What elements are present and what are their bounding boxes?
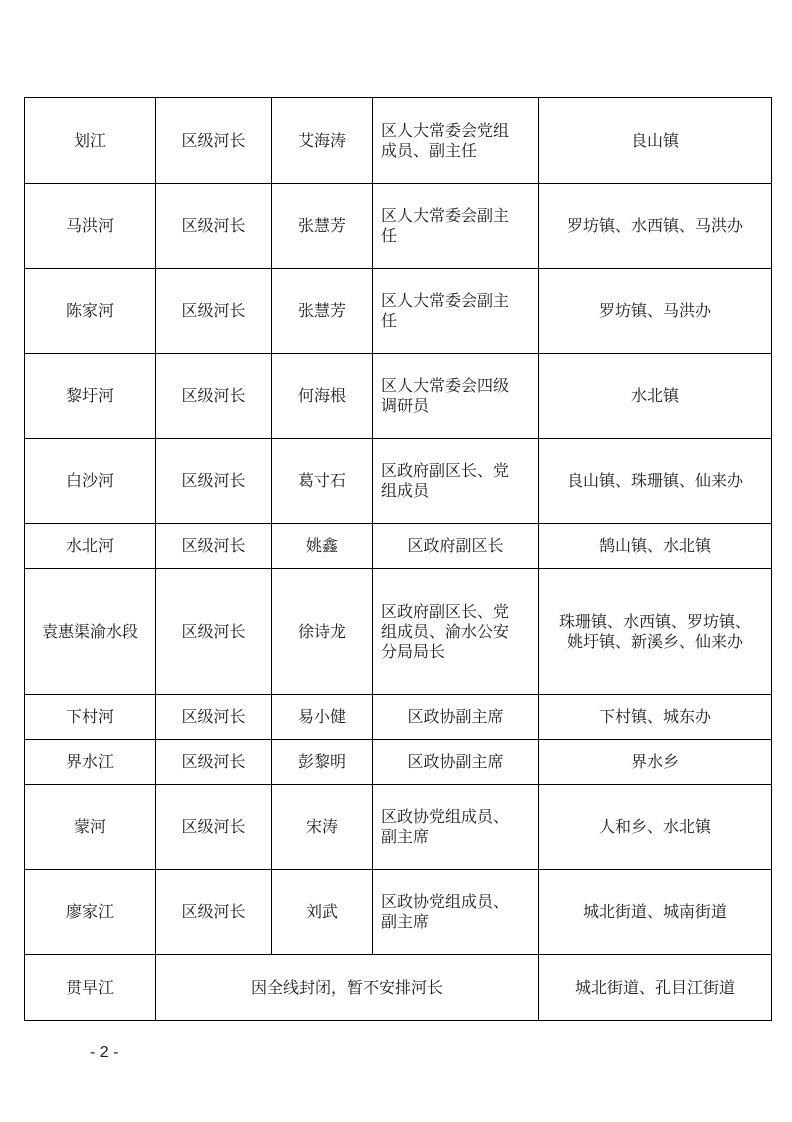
chief-level-cell: 区级河长 (156, 269, 272, 354)
river-name-cell: 白沙河 (25, 439, 156, 524)
responsible-area-cell: 良山镇、珠珊镇、仙来办 (539, 439, 772, 524)
responsible-area-cell: 水北镇 (539, 354, 772, 439)
no-chief-note-cell: 因全线封闭，暂不安排河长 (156, 955, 539, 1021)
position-line: 组成员、渝水公安 (381, 621, 510, 641)
responsible-area-cell: 下村镇、城东办 (539, 695, 772, 740)
chief-name-cell: 姚鑫 (272, 524, 373, 569)
position-line: 区人大常委会党组 (381, 120, 510, 140)
table-row (25, 439, 772, 524)
responsible-area-cell: 人和乡、水北镇 (539, 785, 772, 870)
position-line: 区政协党组成员、 (381, 892, 510, 911)
river-name-cell: 蒙河 (25, 785, 156, 870)
table-row (25, 785, 772, 870)
chief-name-cell: 张慧芳 (272, 269, 373, 354)
position-line: 任 (381, 311, 398, 330)
table-row (25, 354, 772, 439)
river-name-cell: 界水江 (25, 740, 156, 785)
chief-level-cell: 区级河长 (156, 695, 272, 740)
chief-name-cell: 何海根 (272, 354, 373, 439)
table-row (25, 695, 772, 740)
table-row (25, 740, 772, 785)
position-line: 副主席 (381, 827, 430, 846)
chief-position-cell (373, 269, 539, 354)
position-line: 区人大常委会副主 (381, 291, 510, 310)
position-line: 区人大常委会副主 (381, 206, 510, 225)
chief-level-cell: 区级河长 (156, 524, 272, 569)
responsible-area-cell (539, 569, 772, 695)
position-line: 区人大常委会四级 (381, 376, 510, 395)
table-row (25, 524, 772, 569)
chief-name-cell: 艾海涛 (272, 98, 373, 184)
chief-level-cell: 区级河长 (156, 870, 272, 955)
chief-level-cell: 区级河长 (156, 439, 272, 524)
river-name-cell: 马洪河 (25, 184, 156, 269)
position-line: 调研员 (381, 396, 430, 415)
table-row (25, 569, 772, 695)
position-line: 区政协党组成员、 (381, 807, 510, 826)
chief-level-cell: 区级河长 (156, 354, 272, 439)
chief-position-cell: 区政府副区长 (373, 524, 539, 569)
chief-position-cell (373, 569, 539, 695)
table-row (25, 870, 772, 955)
responsible-area-cell: 鹄山镇、水北镇 (539, 524, 772, 569)
chief-name-cell: 张慧芳 (272, 184, 373, 269)
position-line: 分局局长 (381, 641, 446, 661)
area-line: 珠珊镇、水西镇、罗坊镇、 (558, 611, 751, 631)
page-number: - 2 - (90, 1044, 119, 1061)
chief-position-cell: 区政协副主席 (373, 740, 539, 785)
river-name-cell: 水北河 (25, 524, 156, 569)
responsible-area-cell: 城北街道、城南街道 (539, 870, 772, 955)
chief-name-cell: 宋涛 (272, 785, 373, 870)
chief-name-cell: 彭黎明 (272, 740, 373, 785)
responsible-area-cell: 罗坊镇、马洪办 (539, 269, 772, 354)
chief-position-cell (373, 354, 539, 439)
chief-position-cell (373, 98, 539, 184)
table-row (25, 98, 772, 184)
chief-position-cell (373, 785, 539, 870)
table-row (25, 269, 772, 354)
river-name-cell: 贯早江 (25, 955, 156, 1021)
position-line: 任 (381, 226, 398, 245)
river-name-cell: 下村河 (25, 695, 156, 740)
chief-level-cell: 区级河长 (156, 569, 272, 695)
chief-position-cell (373, 184, 539, 269)
position-line: 组成员 (381, 481, 430, 500)
chief-position-cell (373, 870, 539, 955)
river-name-cell: 陈家河 (25, 269, 156, 354)
chief-level-cell: 区级河长 (156, 740, 272, 785)
chief-level-cell: 区级河长 (156, 98, 272, 184)
responsible-area-cell: 界水乡 (539, 740, 772, 785)
river-chief-table (24, 97, 772, 1021)
position-line: 区政府副区长、党 (381, 601, 510, 621)
river-name-cell: 黎圩河 (25, 354, 156, 439)
table-row (25, 184, 772, 269)
chief-name-cell: 葛寸石 (272, 439, 373, 524)
chief-position-cell (373, 439, 539, 524)
chief-position-cell: 区政协副主席 (373, 695, 539, 740)
river-name-cell: 划江 (25, 98, 156, 184)
responsible-area-cell: 城北街道、孔目江街道 (539, 955, 772, 1021)
chief-level-cell: 区级河长 (156, 785, 272, 870)
responsible-area-cell: 罗坊镇、水西镇、马洪办 (539, 184, 772, 269)
table-row (25, 955, 772, 1021)
area-line: 姚圩镇、新溪乡、仙来办 (566, 631, 743, 651)
river-name-cell: 廖家江 (25, 870, 156, 955)
river-name-cell: 袁惠渠渝水段 (25, 569, 156, 695)
position-line: 成员、副主任 (381, 140, 478, 160)
chief-name-cell: 徐诗龙 (272, 569, 373, 695)
position-line: 副主席 (381, 912, 430, 931)
chief-name-cell: 刘武 (272, 870, 373, 955)
responsible-area-cell: 良山镇 (539, 98, 772, 184)
chief-level-cell: 区级河长 (156, 184, 272, 269)
chief-name-cell: 易小健 (272, 695, 373, 740)
position-line: 区政府副区长、党 (381, 461, 510, 480)
